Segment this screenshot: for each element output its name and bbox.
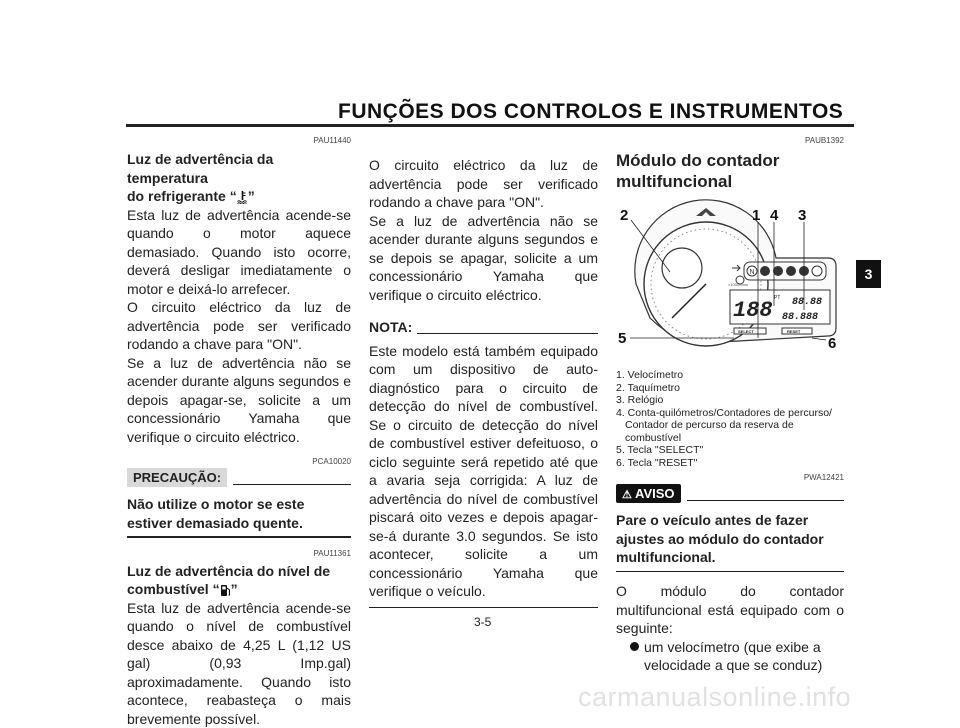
heading-line: ” (248, 188, 255, 204)
reset-label: RESET (787, 329, 801, 334)
coolant-warning-icon (786, 266, 796, 276)
note-text: Este modelo está também equipado com um dispositivo de auto-diagnóstico para o circuito de detecção do nível de combustível. Se o circuito de detecção do nível de combustível estiver defeituoso, o ciclo seguinte será repetido até que a avaria seja corrigida: A luz de advertência do nível de combustível piscará oito vezes e depois apagar-se-á durante 3.0 segundos. Se isto acontecer, solicite a um concessionário Yamaha que verifique o veículo. (369, 342, 598, 601)
heading-line: combustível “ (127, 581, 220, 597)
column-right-lower (616, 369, 844, 675)
section-heading-fuel (127, 562, 351, 599)
callout-2: 2 (620, 207, 628, 224)
heading-line: do refrigerante “ (127, 188, 237, 204)
neutral-icon: N (750, 269, 755, 276)
coolant-temperature-icon (237, 190, 248, 204)
bullet-icon (630, 642, 639, 651)
section-heading-coolant (127, 150, 351, 206)
paragraph: O circuito eléctrico da luz de advertência pode ser verificado rodando a chave para "ON". (127, 298, 351, 354)
chapter-tab[interactable]: 3 (856, 260, 881, 288)
dial-label: ×1000r/min (728, 282, 748, 287)
callout-6: 6 (828, 335, 836, 352)
lcd-odometer: 88.888 (782, 312, 818, 323)
bullet-item (616, 638, 844, 675)
reference-code: PWA12421 (616, 473, 844, 482)
warning-end-rule (616, 571, 844, 573)
fuel-pump-icon (220, 584, 231, 597)
caution-rule (233, 484, 351, 485)
callout-4: 4 (770, 207, 779, 224)
multifunction-meter-illustration (610, 198, 850, 358)
paragraph: O módulo do contador multifuncional está equipado com o seguinte: (616, 582, 844, 638)
abs-icon (812, 266, 822, 276)
note-end-rule (369, 607, 598, 609)
note-rule (417, 333, 598, 334)
page-title: FUNÇÕES DOS CONTROLOS E INSTRUMENTOS (338, 100, 843, 124)
caption-item: combustível (616, 432, 844, 445)
reference-code: PAU11361 (127, 549, 351, 558)
paragraph: Se a luz de advertência não se acender durante alguns segundos e se depois se apagar, solicite a um concessionário Yamaha que verifique o circuito eléctrico. (369, 212, 598, 305)
warning-rule (687, 500, 844, 501)
caution-text: Não utilize o motor se este estiver demasiado quente. (127, 495, 351, 532)
caution-label: PRECAUÇÃO: (127, 468, 227, 487)
reference-code: PCA10020 (127, 457, 351, 466)
column-left (127, 136, 351, 728)
column-middle (369, 156, 598, 608)
caption-item: 4. Conta-quilómetros/Contadores de percurso/ (616, 407, 844, 420)
callout-1: 1 (752, 207, 760, 224)
paragraph: Esta luz de advertência acende-se quando o nível de combustível desce abaixo de 4,25 L (1,12 US gal) (0,93 Imp.gal) aproximadamente. Quando isto acontece, reabasteça o mais brevemente possível. (127, 599, 351, 728)
callout-5: 5 (618, 330, 626, 347)
paragraph: O circuito eléctrico da luz de advertência pode ser verificado rodando a chave para "ON". (369, 156, 598, 212)
callout-3: 3 (798, 207, 806, 224)
paragraph: Se a luz de advertência não se acender durante alguns segundos e depois apagar-se, solicite a um concessionário Yamaha que verifique o circuito eléctrico. (127, 354, 351, 447)
paragraph: Esta luz de advertência acende-se quando o motor aquece demasiado. Quando isto ocorre, deverá desligar imediatamente o motor e deixá-lo arrefecer. (127, 206, 351, 299)
fuel-warning-icon (773, 266, 783, 276)
section-heading-meter: Módulo do contador multifuncional (616, 150, 786, 192)
figure-caption-list (616, 369, 844, 469)
caption-item: Contador de percurso da reserva de (616, 419, 844, 432)
caution-end-rule (127, 536, 351, 538)
bullet-text: um velocímetro (que exibe a velocidade a que se conduz) (644, 639, 822, 674)
warning-text: Pare o veículo antes de fazer ajustes ao módulo do contador multifuncional. (616, 511, 844, 567)
lcd-speed: 188 (733, 298, 773, 323)
high-beam-icon (760, 266, 770, 276)
heading-line: Luz de advertência do nível de (127, 563, 330, 579)
warning-label (616, 484, 681, 503)
warning-header (616, 484, 844, 503)
callout-leader (812, 338, 826, 340)
page-number: 3-5 (474, 615, 491, 629)
caption-item: 5. Tecla "SELECT" (616, 444, 844, 457)
reference-code: PAU11440 (127, 136, 351, 145)
watermark: carmanualsonline.info (578, 682, 851, 713)
reference-code: PAUB1392 (616, 136, 844, 145)
caption-item: 2. Taquímetro (616, 382, 844, 395)
heading-line: ” (231, 581, 238, 597)
note-label: NOTA: (369, 318, 412, 337)
note-header (369, 318, 598, 337)
header-rule (126, 124, 854, 127)
caption-item: 1. Velocímetro (616, 369, 844, 382)
lcd-clock: 88.88 (792, 297, 822, 308)
caption-item: 3. Relógio (616, 394, 844, 407)
warning-label-text: AVISO (635, 486, 675, 501)
lcd-pt: PT (774, 295, 780, 301)
caption-item: 6. Tecla "RESET" (616, 457, 844, 470)
heading-line: Luz de advertência da temperatura (127, 151, 273, 186)
caution-header (127, 468, 351, 487)
warning-triangle-icon: ⚠ (622, 489, 632, 501)
column-right (616, 136, 844, 192)
select-label: SELECT (738, 329, 754, 334)
